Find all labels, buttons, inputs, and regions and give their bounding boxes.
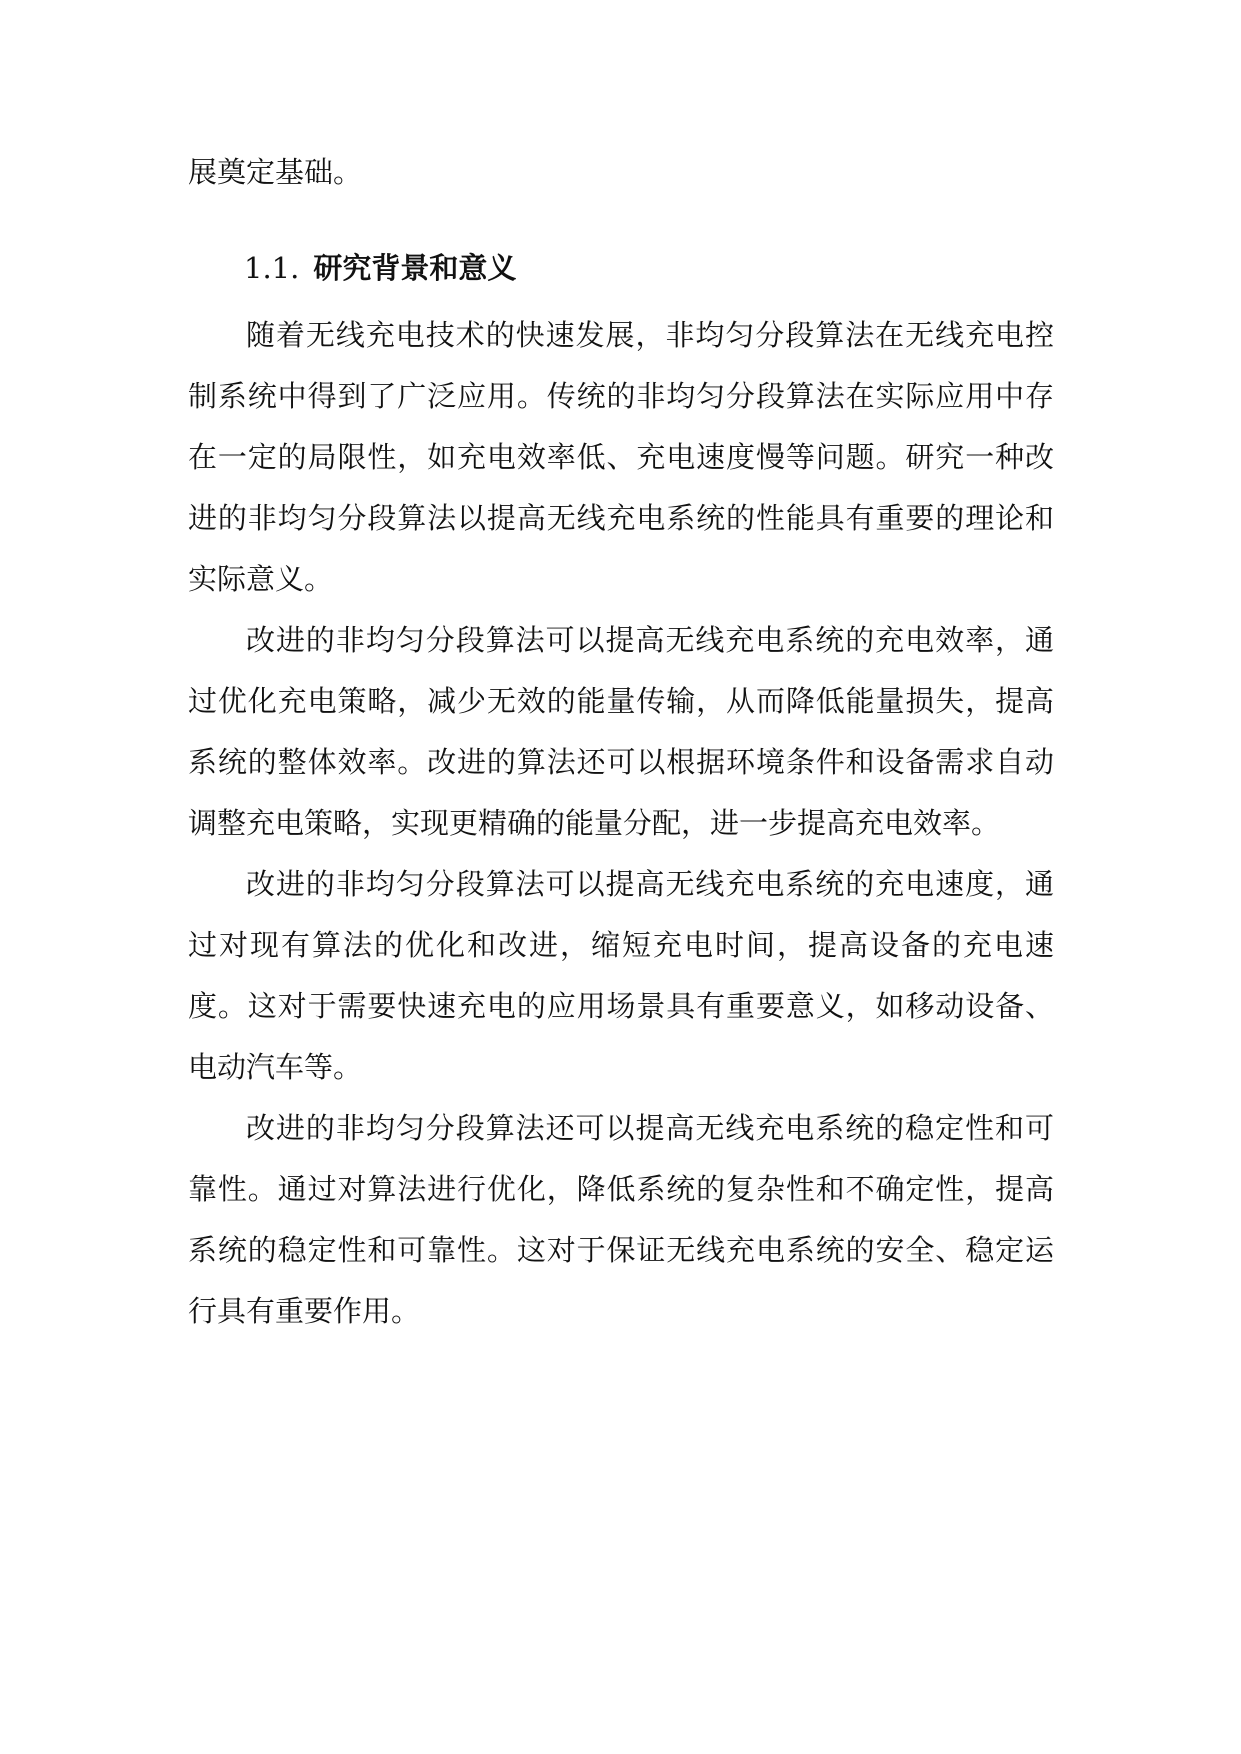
document-body [188, 142, 1054, 1342]
spacer [188, 203, 1054, 238]
section-title: 研究背景和意义 [313, 251, 517, 285]
paragraph-stability: 改进的非均匀分段算法还可以提高无线充电系统的稳定性和可靠性。通过对算法进行优化，降低系统的复杂性和不确定性，提高系统的稳定性和可靠性。这对于保证无线充电系统的安全、稳定运行具有重要作用。 [188, 1111, 1054, 1328]
section-heading [188, 238, 1054, 299]
lead-fragment: 展奠定基础。 [188, 155, 363, 189]
paragraph-speed: 改进的非均匀分段算法可以提高无线充电系统的充电速度，通过对现有算法的优化和改进，缩短充电时间，提高设备的充电速度。这对于需要快速充电的应用场景具有重要意义，如移动设备、电动汽车等。 [188, 867, 1054, 1084]
paragraph-background: 随着无线充电技术的快速发展，非均匀分段算法在无线充电控制系统中得到了广泛应用。传统的非均匀分段算法在实际应用中存在一定的局限性，如充电效率低、充电速度慢等问题。研究一种改进的非均匀分段算法以提高无线充电系统的性能具有重要的理论和实际意义。 [188, 318, 1054, 596]
paragraph-efficiency: 改进的非均匀分段算法可以提高无线充电系统的充电效率，通过优化充电策略，减少无效的能量传输，从而降低能量损失，提高系统的整体效率。改进的算法还可以根据环境条件和设备需求自动调整充电策略，实现更精确的能量分配，进一步提高充电效率。 [188, 623, 1054, 840]
section-number: 1.1. [244, 251, 300, 285]
